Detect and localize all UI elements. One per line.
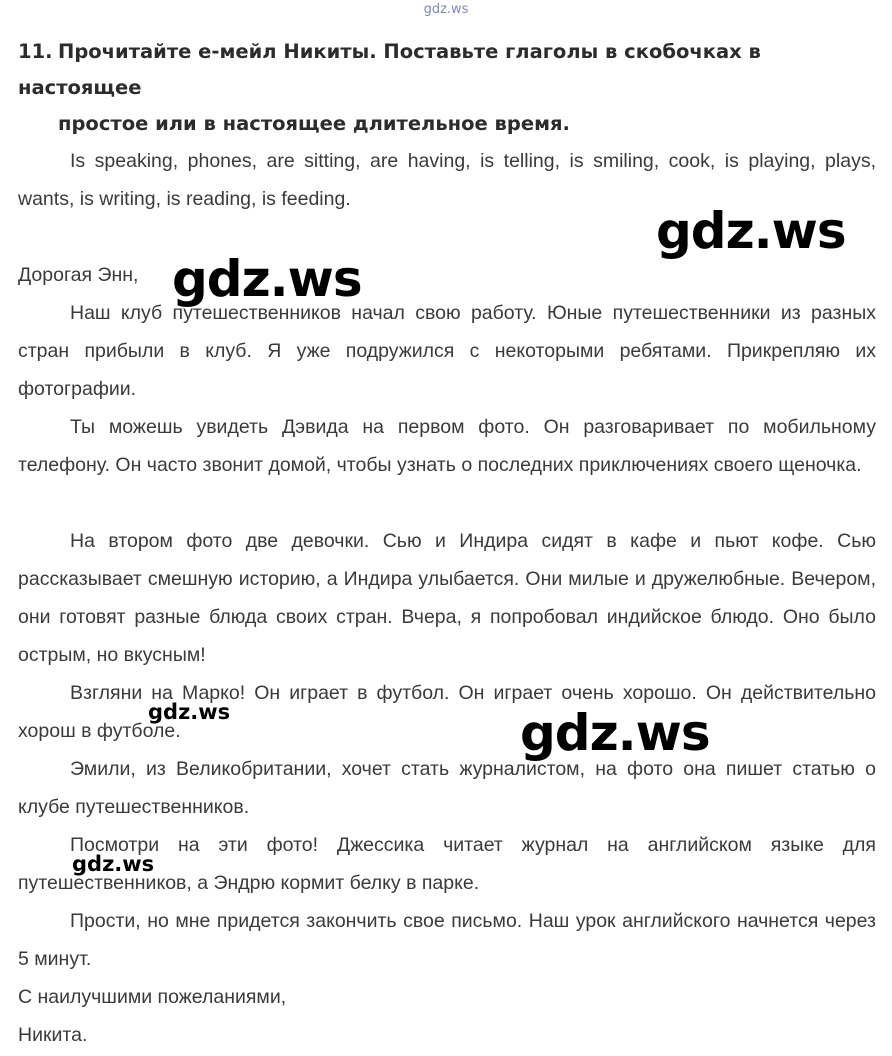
letter-greeting: Дорогая Энн, — [18, 264, 139, 286]
answer-words: Is speaking, phones, are sitting, are having, is telling, is smiling, cook, is playing, plays, wants, is writing, is reading, is feeding. — [18, 150, 876, 210]
watermark-logo: gdz.ws — [520, 704, 710, 762]
letter-paragraph-2: Ты можешь увидеть Дэвида на первом фото. Он разговаривает по мобильному телефону. Он часто звонит домой, чтобы узнать о последних приключениях своего щеночка. — [18, 416, 876, 476]
watermark-logo-small: gdz.ws — [148, 700, 231, 724]
letter-signature: Никита. — [18, 1024, 88, 1046]
watermark-logo: gdz.ws — [172, 250, 362, 308]
letter-paragraph-5: Эмили, из Великобритании, хочет стать журналистом, на фото она пишет статью о клубе путешественников. — [18, 758, 876, 818]
letter-paragraph-3: На втором фото две девочки. Сью и Индира сидят в кафе и пьют кофе. Сью рассказывает смешную историю, а Индира улыбается. Они милые и дружелюбные. Вечером, они готовят разные блюда своих стран. Вчера, я попробовал индийское блюдо. Оно было острым, но вкусным! — [18, 530, 876, 666]
letter-closing: С наилучшими пожеланиями, — [18, 986, 287, 1008]
watermark-logo: gdz.ws — [656, 202, 846, 260]
task-text-line2: простое или в настоящее длительное время. — [58, 112, 570, 135]
letter-paragraph-7: Прости, но мне придется закончить свое письмо. Наш урок английского начнется через 5 минут. — [18, 910, 876, 970]
top-watermark: gdz.ws — [423, 2, 469, 17]
task-heading — [18, 34, 876, 142]
task-number: 11. — [18, 40, 53, 63]
letter-paragraph-1: Наш клуб путешественников начал свою работу. Юные путешественники из разных стран прибыли в клуб. Я уже подружился с некоторыми ребятами. Прикрепляю их фотографии. — [18, 302, 876, 400]
letter-paragraph-4: Взгляни на Марко! Он играет в футбол. Он играет очень хорошо. Он действительно хорош в футболе. — [18, 682, 876, 742]
task-text-line1: Прочитайте е-мейл Никиты. Поставьте глаголы в скобочках в настоящее — [18, 40, 761, 99]
letter-paragraph-6: Посмотри на эти фото! Джессика читает журнал на английском языке для путешественников, а Эндрю кормит белку в парке. — [18, 834, 876, 894]
watermark-logo-small: gdz.ws — [72, 852, 155, 876]
